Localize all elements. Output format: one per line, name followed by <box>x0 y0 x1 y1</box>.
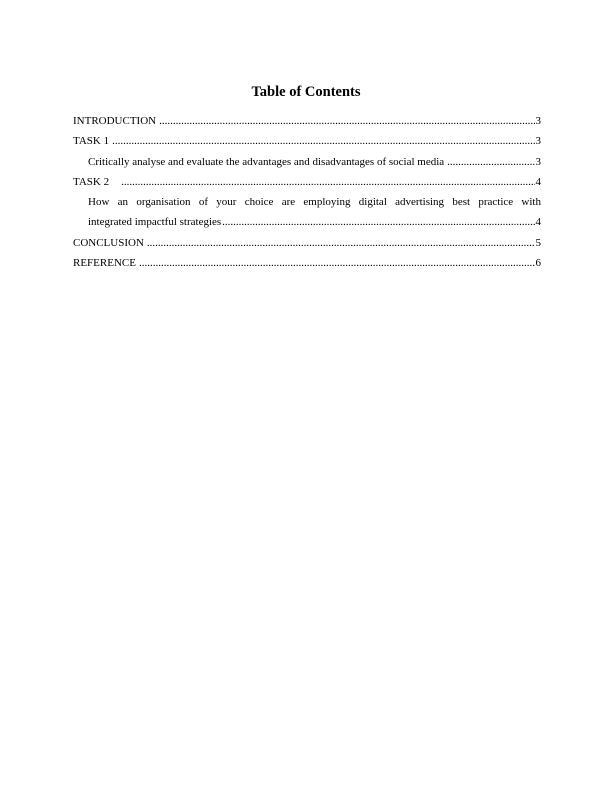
toc-entry-label: Critically analyse and evaluate the advantages and disadvantages of social media <box>88 155 445 168</box>
toc-entry-conclusion[interactable] <box>73 233 541 253</box>
toc-entry-task-2[interactable] <box>73 172 541 192</box>
toc-page-number: 3 <box>535 115 541 127</box>
table-of-contents <box>73 111 541 273</box>
toc-page-number: 6 <box>535 257 541 270</box>
toc-entry-label: REFERENCE <box>73 257 136 270</box>
toc-leader-dots <box>112 131 534 151</box>
toc-page-number: 3 <box>535 155 541 168</box>
toc-entry-label: TASK 1 <box>73 135 110 148</box>
toc-page-number: 4 <box>535 216 541 229</box>
toc-leader-dots <box>139 253 535 273</box>
toc-entry-label: CONCLUSION <box>73 236 144 249</box>
toc-entry-label: INTRODUCTION <box>73 115 157 127</box>
toc-title: Table of Contents <box>251 84 361 100</box>
toc-entry-social-media-analysis[interactable] <box>73 152 541 172</box>
toc-leader-dots <box>159 111 534 131</box>
toc-entry-label-line-2: integrated impactful strategies <box>88 216 222 229</box>
toc-entry-label: TASK 2 <box>73 175 110 188</box>
toc-entry-last-line <box>88 212 541 232</box>
toc-leader-dots <box>447 152 534 172</box>
toc-page-number: 3 <box>535 135 541 148</box>
toc-page-number: 5 <box>535 236 541 249</box>
toc-entry-digital-advertising[interactable] <box>73 192 541 233</box>
toc-entry-introduction[interactable] <box>73 111 541 131</box>
toc-entry-reference[interactable] <box>73 253 541 273</box>
toc-leader-dots <box>222 212 534 232</box>
toc-leader-dots <box>147 233 535 253</box>
toc-entry-task-1[interactable] <box>73 131 541 151</box>
toc-entry-label-line-1: How an organisation of your choice are employing digital advertising best practice with <box>88 196 541 209</box>
toc-page-number: 4 <box>535 175 541 188</box>
toc-leader-dots <box>121 172 534 192</box>
